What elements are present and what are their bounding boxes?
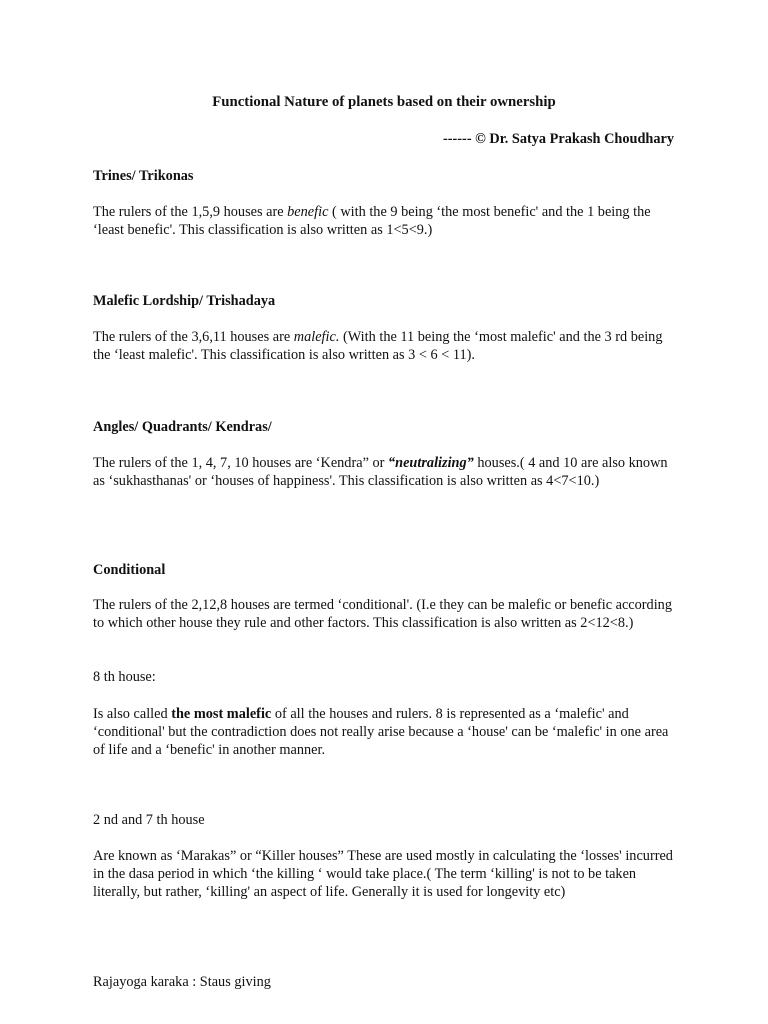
angles-text-a: The rulers of the 1, 4, 7, 10 houses are ‘Kendra” or xyxy=(93,455,388,471)
rajayoga-line: Rajayoga karaka : Staus giving xyxy=(93,974,271,990)
paragraph-trines xyxy=(93,203,683,239)
heading-conditional: Conditional xyxy=(93,562,166,578)
malefic-italic: malefic. xyxy=(293,329,340,345)
paragraph-malefic xyxy=(93,328,683,364)
paragraph-conditional: The rulers of the 2,12,8 houses are termed ‘conditional'. (I.e they can be malefic or benefic according to which other house they rule and other factors. This classification is also written as 2<12<8.) xyxy=(93,597,672,631)
angles-neutralizing: “neutralizing” xyxy=(387,455,474,471)
angles-text-b: houses.( 4 and 10 are also known as ‘sukhasthanas' or ‘houses of happiness'. This classification is also written as 4<7<10.) xyxy=(93,455,668,489)
paragraph-eighth-house xyxy=(93,705,683,759)
document-title: Functional Nature of planets based on their ownership xyxy=(212,94,556,110)
heading-malefic-lordship: Malefic Lordship/ Trishadaya xyxy=(93,293,276,309)
author-line: ------ © Dr. Satya Prakash Choudhary xyxy=(443,131,674,147)
eighth-text-a: Is also called xyxy=(93,706,172,722)
paragraph-second-seventh: Are known as ‘Marakas” or “Killer houses” These are used mostly in calculating the ‘losses' incurred in the dasa period in which ‘the killing ‘ would take place.( The term ‘killing' is not to be taken literally, but rather, ‘killing' an aspect of life. Generally it is used for longevity etc) xyxy=(93,848,673,900)
paragraph-angles xyxy=(93,454,683,490)
trines-benefic-italic: benefic xyxy=(287,204,329,220)
heading-angles: Angles/ Quadrants/ Kendras/ xyxy=(93,419,272,435)
trines-text-b: ( with the 9 being ‘the most benefic' and the 1 being the ‘least benefic'. This classification is also written as 1<5<9.) xyxy=(93,204,651,238)
trines-text-a: The rulers of the 1,5,9 houses are xyxy=(93,204,288,220)
second-seventh-label: 2 nd and 7 th house xyxy=(93,812,205,828)
eighth-text-b: of all the houses and rulers. 8 is represented as a ‘malefic' and ‘conditional' but the contradiction does not really arise because a ‘house' can be ‘malefic' in one area of life and a ‘benefic' in another manner. xyxy=(93,706,669,758)
heading-trines: Trines/ Trikonas xyxy=(93,168,194,184)
malefic-text-a: The rulers of the 3,6,11 houses are xyxy=(93,329,294,345)
eighth-most-malefic: the most malefic xyxy=(171,706,272,722)
malefic-text-b: (With the 11 being the ‘most malefic' and the 3 rd being the ‘least malefic'. This classification is also written as 3 < 6 < 11). xyxy=(93,329,663,363)
eighth-house-label: 8 th house: xyxy=(93,669,156,685)
